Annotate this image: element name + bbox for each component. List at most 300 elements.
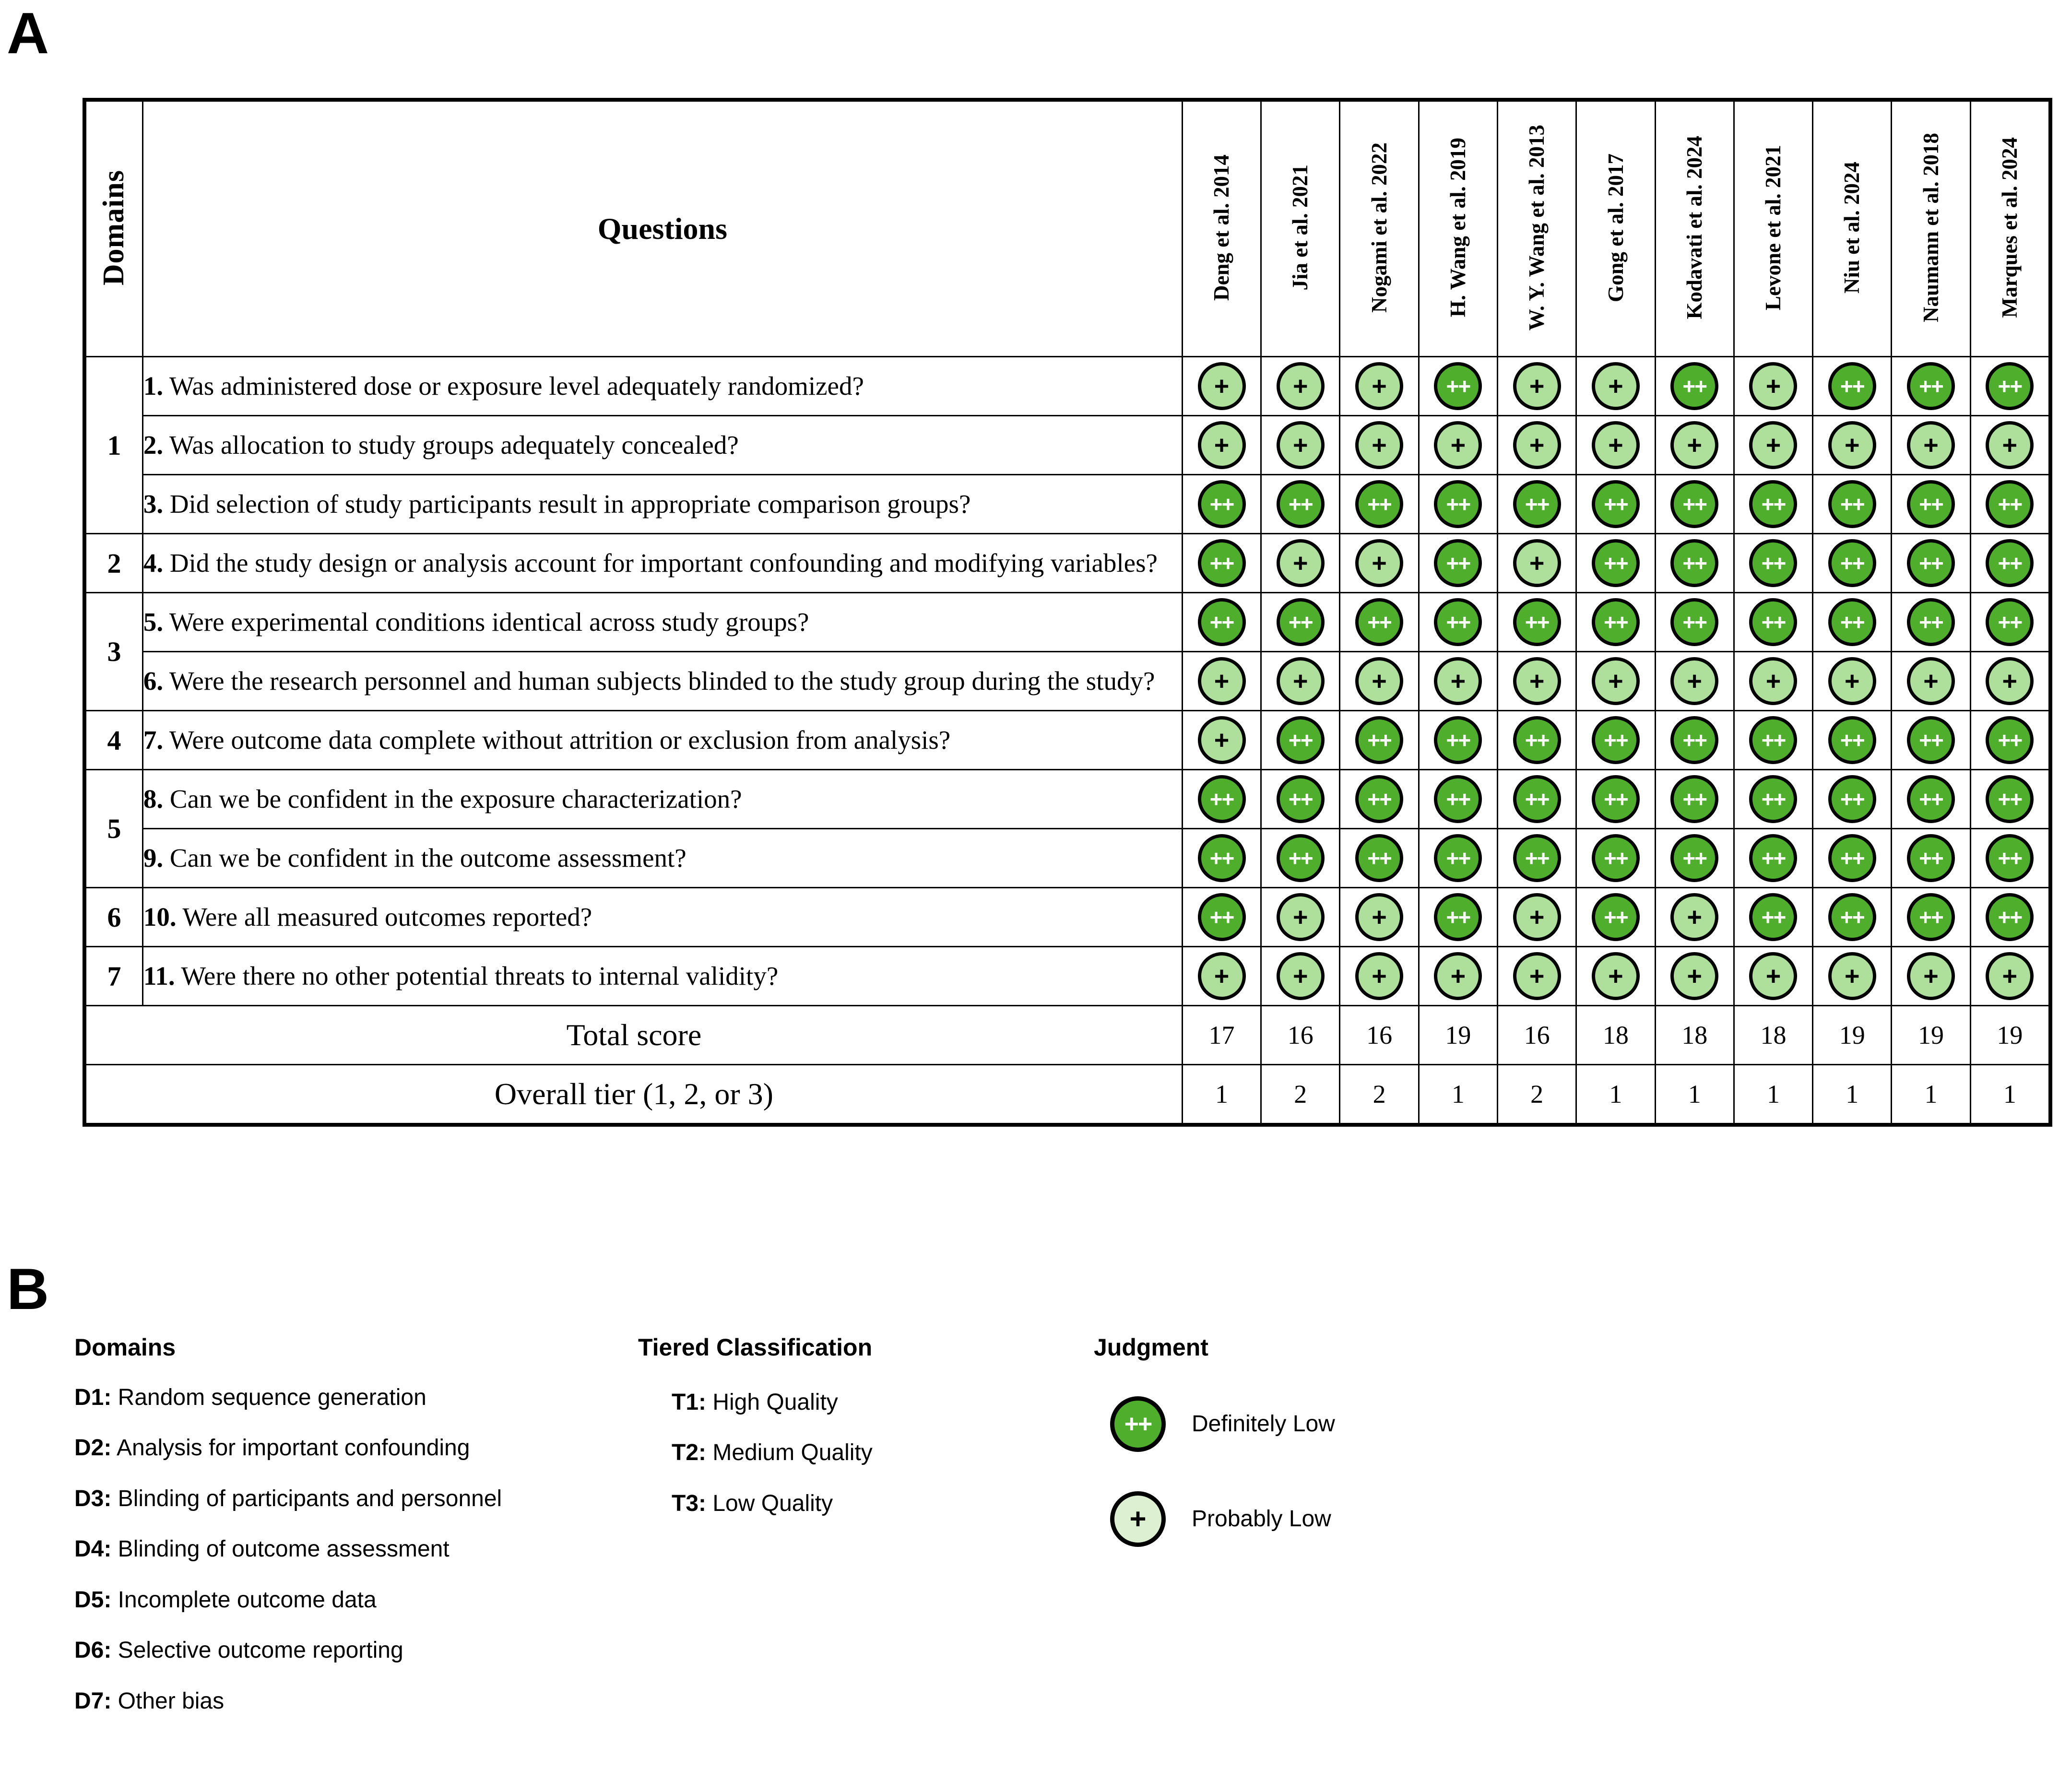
judgment-probably-low-icon: + bbox=[1355, 362, 1403, 410]
question-cell-5 bbox=[142, 593, 1182, 652]
judgment-cell-q4-s6 bbox=[1576, 534, 1655, 593]
judgment-cell-q4-s11 bbox=[1970, 534, 2049, 593]
judgment-cell-q5-s6 bbox=[1576, 593, 1655, 652]
judgment-cell-q2-s10 bbox=[1892, 416, 1970, 475]
legend-domain-item-text: Other bias bbox=[111, 1688, 225, 1714]
judgment-definitely-low-icon: ++ bbox=[1198, 775, 1246, 823]
judgment-cell-q11-s2 bbox=[1261, 947, 1340, 1006]
judgment-probably-low-icon: + bbox=[1986, 952, 2034, 1000]
judgment-probably-low-icon: + bbox=[1355, 421, 1403, 469]
header-study-2 bbox=[1261, 101, 1340, 357]
judgment-cell-q3-s7 bbox=[1655, 475, 1734, 534]
judgment-cell-q1-s11 bbox=[1970, 357, 2049, 416]
judgment-definitely-low-icon: ++ bbox=[1986, 775, 2034, 823]
judgment-probably-low-icon: + bbox=[1749, 421, 1797, 469]
total-score-value-s4: 19 bbox=[1419, 1006, 1497, 1065]
judgment-cell-q7-s1 bbox=[1182, 711, 1261, 770]
judgment-cell-q9-s5 bbox=[1497, 829, 1576, 888]
overall-tier-value-s9: 1 bbox=[1813, 1065, 1892, 1124]
overall-tier-value-s1: 1 bbox=[1182, 1065, 1261, 1124]
overall-tier-value-s10: 1 bbox=[1892, 1065, 1970, 1124]
question-text: Was allocation to study groups adequately concealed? bbox=[163, 430, 739, 460]
judgment-cell-q9-s3 bbox=[1340, 829, 1419, 888]
judgment-definitely-low-icon: ++ bbox=[1592, 775, 1640, 823]
total-score-value-s5: 16 bbox=[1497, 1006, 1576, 1065]
judgment-cell-q1-s9 bbox=[1813, 357, 1892, 416]
legend-domain-item-4 bbox=[74, 1535, 626, 1563]
total-score-row bbox=[86, 1006, 2049, 1065]
judgment-cell-q9-s9 bbox=[1813, 829, 1892, 888]
judgment-cell-q11-s8 bbox=[1734, 947, 1812, 1006]
legend-tiers-list bbox=[638, 1389, 1060, 1518]
judgment-cell-q1-s2 bbox=[1261, 357, 1340, 416]
legend-domain-item-text: Incomplete outcome data bbox=[111, 1587, 377, 1613]
table-row bbox=[86, 534, 2049, 593]
legend-judgment-list bbox=[1094, 1396, 1526, 1547]
legend-tier-item-3 bbox=[672, 1490, 1060, 1518]
judgment-cell-q2-s1 bbox=[1182, 416, 1261, 475]
header-study-7 bbox=[1655, 101, 1734, 357]
question-text: Were outcome data complete without attrition or exclusion from analysis? bbox=[163, 725, 951, 755]
legend-tier-item-text: High Quality bbox=[706, 1389, 838, 1415]
judgment-definitely-low-icon: ++ bbox=[1907, 834, 1955, 882]
table-header bbox=[86, 101, 2049, 357]
header-study-label: Gong et al. 2017 bbox=[1603, 153, 1628, 302]
question-text: Was administered dose or exposure level adequately randomized? bbox=[163, 371, 864, 401]
judgment-probably-low-icon: + bbox=[1513, 893, 1561, 941]
judgment-definitely-low-icon: ++ bbox=[1434, 480, 1482, 528]
overall-tier-label: Overall tier (1, 2, or 3) bbox=[86, 1065, 1183, 1124]
judgment-probably-low-icon: + bbox=[1277, 421, 1325, 469]
table-header-row bbox=[86, 101, 2049, 357]
question-number: 4. bbox=[143, 548, 164, 578]
table-row bbox=[86, 593, 2049, 652]
judgment-cell-q3-s8 bbox=[1734, 475, 1812, 534]
judgment-cell-q3-s6 bbox=[1576, 475, 1655, 534]
judgment-cell-q9-s11 bbox=[1970, 829, 2049, 888]
judgment-cell-q7-s9 bbox=[1813, 711, 1892, 770]
judgment-cell-q11-s3 bbox=[1340, 947, 1419, 1006]
legend-domain-item-3 bbox=[74, 1485, 626, 1513]
total-score-value-s1: 17 bbox=[1182, 1006, 1261, 1065]
legend-domain-item-6 bbox=[74, 1637, 626, 1664]
judgment-cell-q8-s11 bbox=[1970, 770, 2049, 829]
question-number: 6. bbox=[143, 666, 164, 696]
judgment-cell-q8-s10 bbox=[1892, 770, 1970, 829]
judgment-probably-low-icon: + bbox=[1749, 362, 1797, 410]
legend-domain-item-text: Random sequence generation bbox=[111, 1384, 426, 1410]
judgment-definitely-low-icon: ++ bbox=[1670, 539, 1718, 587]
judgment-probably-low-icon: + bbox=[1198, 952, 1246, 1000]
judgment-cell-q1-s7 bbox=[1655, 357, 1734, 416]
legend-panel bbox=[0, 1333, 2071, 1789]
judgment-cell-q2-s7 bbox=[1655, 416, 1734, 475]
overall-tier-value-s5: 2 bbox=[1497, 1065, 1576, 1124]
judgment-cell-q4-s10 bbox=[1892, 534, 1970, 593]
judgment-probably-low-icon: + bbox=[1355, 893, 1403, 941]
header-study-3 bbox=[1340, 101, 1419, 357]
question-text: Were all measured outcomes reported? bbox=[176, 902, 592, 932]
judgment-definitely-low-icon: ++ bbox=[1513, 716, 1561, 764]
legend-judgment-title: Judgment bbox=[1094, 1334, 1208, 1361]
judgment-definitely-low-icon: ++ bbox=[1828, 362, 1876, 410]
judgment-cell-q11-s10 bbox=[1892, 947, 1970, 1006]
total-score-value-s6: 18 bbox=[1576, 1006, 1655, 1065]
judgment-definitely-low-icon: ++ bbox=[1986, 598, 2034, 646]
judgment-cell-q11-s9 bbox=[1813, 947, 1892, 1006]
judgment-probably-low-icon: + bbox=[1828, 952, 1876, 1000]
legend-domain-item-key: D5: bbox=[74, 1587, 112, 1613]
judgment-definitely-low-icon: ++ bbox=[1355, 834, 1403, 882]
total-score-value-s2: 16 bbox=[1261, 1006, 1340, 1065]
judgment-cell-q10-s11 bbox=[1970, 888, 2049, 947]
header-study-9 bbox=[1813, 101, 1892, 357]
question-cell-11 bbox=[142, 947, 1182, 1006]
judgment-definitely-low-icon: ++ bbox=[1749, 716, 1797, 764]
header-study-8 bbox=[1734, 101, 1812, 357]
judgment-definitely-low-icon: ++ bbox=[1670, 480, 1718, 528]
judgment-cell-q10-s9 bbox=[1813, 888, 1892, 947]
question-cell-4 bbox=[142, 534, 1182, 593]
question-text: Did the study design or analysis account for important confounding and modifying variables? bbox=[163, 548, 1158, 578]
header-study-label: Marques et al. 2024 bbox=[1997, 137, 2022, 318]
question-cell-6 bbox=[142, 652, 1182, 711]
judgment-cell-q9-s10 bbox=[1892, 829, 1970, 888]
judgment-cell-q2-s2 bbox=[1261, 416, 1340, 475]
judgment-cell-q4-s5 bbox=[1497, 534, 1576, 593]
question-number: 5. bbox=[143, 607, 164, 637]
question-number: 2. bbox=[143, 430, 164, 460]
judgment-cell-q6-s11 bbox=[1970, 652, 2049, 711]
judgment-probably-low-icon: + bbox=[1277, 362, 1325, 410]
judgment-probably-low-icon: + bbox=[1670, 952, 1718, 1000]
legend-tier-item-key: T3: bbox=[672, 1490, 706, 1516]
judgment-cell-q7-s5 bbox=[1497, 711, 1576, 770]
judgment-definitely-low-icon: ++ bbox=[1355, 598, 1403, 646]
judgment-cell-q10-s3 bbox=[1340, 888, 1419, 947]
judgment-cell-q5-s4 bbox=[1419, 593, 1497, 652]
table-row bbox=[86, 475, 2049, 534]
judgment-definitely-low-icon: ++ bbox=[1513, 834, 1561, 882]
judgment-probably-low-icon: + bbox=[1749, 952, 1797, 1000]
judgment-cell-q1-s1 bbox=[1182, 357, 1261, 416]
judgment-probably-low-icon: + bbox=[1592, 421, 1640, 469]
question-cell-2 bbox=[142, 416, 1182, 475]
header-study-11 bbox=[1970, 101, 2049, 357]
legend-domain-item-text: Blinding of participants and personnel bbox=[111, 1485, 502, 1511]
judgment-probably-low-icon: + bbox=[1749, 657, 1797, 705]
header-domains-label: Domains bbox=[97, 169, 130, 286]
judgment-cell-q3-s2 bbox=[1261, 475, 1340, 534]
judgment-cell-q9-s8 bbox=[1734, 829, 1812, 888]
judgment-definitely-low-icon: ++ bbox=[1198, 539, 1246, 587]
judgment-cell-q10-s4 bbox=[1419, 888, 1497, 947]
overall-tier-value-s2: 2 bbox=[1261, 1065, 1340, 1124]
legend-tier-item-1 bbox=[672, 1389, 1060, 1416]
judgment-cell-q5-s10 bbox=[1892, 593, 1970, 652]
judgment-cell-q3-s9 bbox=[1813, 475, 1892, 534]
judgment-definitely-low-icon: ++ bbox=[1592, 716, 1640, 764]
judgment-cell-q9-s6 bbox=[1576, 829, 1655, 888]
question-text: Were there no other potential threats to internal validity? bbox=[175, 961, 779, 991]
overall-tier-value-s3: 2 bbox=[1340, 1065, 1419, 1124]
judgment-cell-q7-s8 bbox=[1734, 711, 1812, 770]
domain-number-3: 3 bbox=[86, 593, 143, 711]
judgment-definitely-low-icon: ++ bbox=[1277, 716, 1325, 764]
judgment-cell-q10-s5 bbox=[1497, 888, 1576, 947]
table-row bbox=[86, 711, 2049, 770]
table-row bbox=[86, 652, 2049, 711]
judgment-cell-q4-s9 bbox=[1813, 534, 1892, 593]
judgment-probably-low-icon: + bbox=[1198, 421, 1246, 469]
judgment-probably-low-icon: + bbox=[1592, 952, 1640, 1000]
judgment-cell-q10-s10 bbox=[1892, 888, 1970, 947]
judgment-probably-low-icon: + bbox=[1277, 952, 1325, 1000]
legend-domains-title: Domains bbox=[74, 1334, 176, 1361]
judgment-probably-low-icon: + bbox=[1434, 952, 1482, 1000]
judgment-cell-q5-s2 bbox=[1261, 593, 1340, 652]
judgment-cell-q3-s4 bbox=[1419, 475, 1497, 534]
judgment-probably-low-icon: + bbox=[1110, 1491, 1166, 1547]
legend-domain-item-key: D6: bbox=[74, 1638, 112, 1663]
judgment-cell-q6-s8 bbox=[1734, 652, 1812, 711]
legend-domain-item-text: Analysis for important confounding bbox=[111, 1435, 470, 1461]
judgment-definitely-low-icon: ++ bbox=[1986, 716, 2034, 764]
legend-domains bbox=[74, 1333, 626, 1738]
judgment-cell-q11-s4 bbox=[1419, 947, 1497, 1006]
judgment-definitely-low-icon: ++ bbox=[1907, 480, 1955, 528]
judgment-cell-q9-s4 bbox=[1419, 829, 1497, 888]
question-cell-1 bbox=[142, 357, 1182, 416]
judgment-cell-q8-s4 bbox=[1419, 770, 1497, 829]
overall-tier-value-s8: 1 bbox=[1734, 1065, 1812, 1124]
judgment-cell-q1-s4 bbox=[1419, 357, 1497, 416]
judgment-probably-low-icon: + bbox=[1670, 893, 1718, 941]
legend-domain-item-text: Selective outcome reporting bbox=[111, 1638, 403, 1663]
judgment-definitely-low-icon: ++ bbox=[1198, 834, 1246, 882]
judgment-definitely-low-icon: ++ bbox=[1434, 775, 1482, 823]
judgment-definitely-low-icon: ++ bbox=[1907, 775, 1955, 823]
table-row bbox=[86, 829, 2049, 888]
judgment-cell-q5-s8 bbox=[1734, 593, 1812, 652]
legend-domain-item-key: D3: bbox=[74, 1485, 112, 1511]
header-study-label: Niu et al. 2024 bbox=[1840, 162, 1864, 294]
judgment-cell-q5-s7 bbox=[1655, 593, 1734, 652]
judgment-cell-q1-s6 bbox=[1576, 357, 1655, 416]
legend-judgment-item-2 bbox=[1094, 1491, 1526, 1547]
judgment-definitely-low-icon: ++ bbox=[1828, 598, 1876, 646]
judgment-probably-low-icon: + bbox=[1355, 539, 1403, 587]
question-cell-8 bbox=[142, 770, 1182, 829]
question-number: 9. bbox=[143, 843, 164, 873]
judgment-definitely-low-icon: ++ bbox=[1986, 480, 2034, 528]
table-row bbox=[86, 770, 2049, 829]
judgment-probably-low-icon: + bbox=[1277, 657, 1325, 705]
panel-b-label: B bbox=[7, 1256, 49, 1321]
judgment-cell-q7-s11 bbox=[1970, 711, 2049, 770]
judgment-cell-q5-s5 bbox=[1497, 593, 1576, 652]
judgment-definitely-low-icon: ++ bbox=[1670, 716, 1718, 764]
question-number: 1. bbox=[143, 371, 164, 401]
header-study-5 bbox=[1497, 101, 1576, 357]
table-row bbox=[86, 416, 2049, 475]
legend-domain-item-text: Blinding of outcome assessment bbox=[111, 1536, 450, 1562]
judgment-definitely-low-icon: ++ bbox=[1434, 716, 1482, 764]
judgment-cell-q10-s1 bbox=[1182, 888, 1261, 947]
judgment-probably-low-icon: + bbox=[1670, 657, 1718, 705]
judgment-cell-q10-s8 bbox=[1734, 888, 1812, 947]
judgment-probably-low-icon: + bbox=[1828, 421, 1876, 469]
judgment-probably-low-icon: + bbox=[1277, 539, 1325, 587]
judgment-definitely-low-icon: ++ bbox=[1828, 893, 1876, 941]
question-text: Were the research personnel and human subjects blinded to the study group during the study? bbox=[163, 666, 1155, 696]
legend-domains-list bbox=[74, 1384, 626, 1715]
legend-judgment-item-label: Probably Low bbox=[1192, 1506, 1331, 1532]
header-study-label: Nogami et al. 2022 bbox=[1367, 142, 1391, 313]
header-questions bbox=[142, 101, 1182, 357]
judgment-definitely-low-icon: ++ bbox=[1277, 480, 1325, 528]
header-study-4 bbox=[1419, 101, 1497, 357]
header-study-6 bbox=[1576, 101, 1655, 357]
judgment-cell-q11-s11 bbox=[1970, 947, 2049, 1006]
judgment-cell-q7-s2 bbox=[1261, 711, 1340, 770]
table-row bbox=[86, 888, 2049, 947]
legend-tier-item-text: Medium Quality bbox=[706, 1440, 873, 1466]
judgment-probably-low-icon: + bbox=[1986, 657, 2034, 705]
legend-judgment-item-label: Definitely Low bbox=[1192, 1411, 1335, 1437]
judgment-definitely-low-icon: ++ bbox=[1198, 598, 1246, 646]
judgment-cell-q8-s6 bbox=[1576, 770, 1655, 829]
question-number: 3. bbox=[143, 489, 164, 519]
judgment-cell-q9-s2 bbox=[1261, 829, 1340, 888]
legend-tier-item-text: Low Quality bbox=[706, 1490, 833, 1516]
judgment-definitely-low-icon: ++ bbox=[1198, 893, 1246, 941]
judgment-cell-q6-s3 bbox=[1340, 652, 1419, 711]
domain-number-2: 2 bbox=[86, 534, 143, 593]
judgment-definitely-low-icon: ++ bbox=[1592, 893, 1640, 941]
judgment-cell-q8-s3 bbox=[1340, 770, 1419, 829]
judgment-cell-q2-s11 bbox=[1970, 416, 2049, 475]
judgment-cell-q5-s1 bbox=[1182, 593, 1261, 652]
judgment-probably-low-icon: + bbox=[1198, 362, 1246, 410]
judgment-cell-q10-s6 bbox=[1576, 888, 1655, 947]
header-study-10 bbox=[1892, 101, 1970, 357]
judgment-probably-low-icon: + bbox=[1513, 952, 1561, 1000]
legend-domain-item-key: D2: bbox=[74, 1435, 112, 1461]
judgment-cell-q6-s1 bbox=[1182, 652, 1261, 711]
judgment-definitely-low-icon: ++ bbox=[1277, 598, 1325, 646]
judgment-cell-q6-s2 bbox=[1261, 652, 1340, 711]
judgment-definitely-low-icon: ++ bbox=[1749, 893, 1797, 941]
table-body bbox=[86, 357, 2049, 1124]
table-row bbox=[86, 947, 2049, 1006]
judgment-definitely-low-icon: ++ bbox=[1986, 893, 2034, 941]
judgment-cell-q1-s5 bbox=[1497, 357, 1576, 416]
question-number: 7. bbox=[143, 725, 164, 755]
judgment-definitely-low-icon: ++ bbox=[1749, 834, 1797, 882]
judgment-cell-q6-s9 bbox=[1813, 652, 1892, 711]
judgment-definitely-low-icon: ++ bbox=[1749, 775, 1797, 823]
judgment-probably-low-icon: + bbox=[1277, 893, 1325, 941]
header-study-label: W. Y. Wang et al. 2013 bbox=[1525, 124, 1549, 331]
judgment-cell-q3-s11 bbox=[1970, 475, 2049, 534]
judgment-definitely-low-icon: ++ bbox=[1828, 775, 1876, 823]
judgment-cell-q4-s7 bbox=[1655, 534, 1734, 593]
judgment-cell-q2-s3 bbox=[1340, 416, 1419, 475]
judgment-cell-q6-s4 bbox=[1419, 652, 1497, 711]
judgment-definitely-low-icon: ++ bbox=[1986, 539, 2034, 587]
judgment-definitely-low-icon: ++ bbox=[1749, 598, 1797, 646]
risk-of-bias-table-panel bbox=[83, 98, 2052, 1127]
judgment-definitely-low-icon: ++ bbox=[1513, 775, 1561, 823]
judgment-definitely-low-icon: ++ bbox=[1434, 362, 1482, 410]
legend-judgment bbox=[1094, 1333, 1526, 1586]
judgment-cell-q4-s2 bbox=[1261, 534, 1340, 593]
legend-judgment-item-1 bbox=[1094, 1396, 1526, 1452]
overall-tier-value-s4: 1 bbox=[1419, 1065, 1497, 1124]
judgment-definitely-low-icon: ++ bbox=[1434, 834, 1482, 882]
question-cell-7 bbox=[142, 711, 1182, 770]
header-questions-label: Questions bbox=[597, 212, 728, 246]
domain-number-1: 1 bbox=[86, 357, 143, 534]
question-number: 10. bbox=[143, 902, 177, 932]
judgment-definitely-low-icon: ++ bbox=[1110, 1396, 1166, 1452]
judgment-cell-q3-s3 bbox=[1340, 475, 1419, 534]
judgment-definitely-low-icon: ++ bbox=[1592, 598, 1640, 646]
header-study-label: H. Wang et al. 2019 bbox=[1445, 138, 1470, 318]
judgment-definitely-low-icon: ++ bbox=[1434, 893, 1482, 941]
legend-domain-item-5 bbox=[74, 1586, 626, 1614]
overall-tier-value-s7: 1 bbox=[1655, 1065, 1734, 1124]
legend-tier-item-key: T2: bbox=[672, 1440, 706, 1466]
judgment-cell-q11-s7 bbox=[1655, 947, 1734, 1006]
question-text: Were experimental conditions identical across study groups? bbox=[163, 607, 809, 637]
judgment-cell-q5-s11 bbox=[1970, 593, 2049, 652]
judgment-definitely-low-icon: ++ bbox=[1828, 834, 1876, 882]
judgment-cell-q7-s6 bbox=[1576, 711, 1655, 770]
judgment-cell-q2-s6 bbox=[1576, 416, 1655, 475]
question-number: 11. bbox=[143, 961, 175, 991]
judgment-definitely-low-icon: ++ bbox=[1828, 539, 1876, 587]
question-cell-9 bbox=[142, 829, 1182, 888]
judgment-cell-q10-s7 bbox=[1655, 888, 1734, 947]
judgment-cell-q3-s5 bbox=[1497, 475, 1576, 534]
judgment-definitely-low-icon: ++ bbox=[1434, 598, 1482, 646]
judgment-probably-low-icon: + bbox=[1513, 657, 1561, 705]
total-score-value-s8: 18 bbox=[1734, 1006, 1812, 1065]
judgment-cell-q3-s1 bbox=[1182, 475, 1261, 534]
overall-tier-value-s11: 1 bbox=[1970, 1065, 2049, 1124]
judgment-probably-low-icon: + bbox=[1513, 421, 1561, 469]
judgment-cell-q4-s8 bbox=[1734, 534, 1812, 593]
judgment-definitely-low-icon: ++ bbox=[1986, 362, 2034, 410]
judgment-probably-low-icon: + bbox=[1670, 421, 1718, 469]
total-score-value-s9: 19 bbox=[1813, 1006, 1892, 1065]
judgment-definitely-low-icon: ++ bbox=[1907, 362, 1955, 410]
judgment-cell-q1-s10 bbox=[1892, 357, 1970, 416]
judgment-definitely-low-icon: ++ bbox=[1907, 893, 1955, 941]
judgment-cell-q7-s3 bbox=[1340, 711, 1419, 770]
domain-number-7: 7 bbox=[86, 947, 143, 1006]
judgment-probably-low-icon: + bbox=[1434, 421, 1482, 469]
judgment-cell-q6-s7 bbox=[1655, 652, 1734, 711]
judgment-probably-low-icon: + bbox=[1355, 657, 1403, 705]
judgment-probably-low-icon: + bbox=[1513, 539, 1561, 587]
judgment-definitely-low-icon: ++ bbox=[1670, 362, 1718, 410]
judgment-probably-low-icon: + bbox=[1198, 716, 1246, 764]
judgment-cell-q6-s6 bbox=[1576, 652, 1655, 711]
judgment-cell-q1-s3 bbox=[1340, 357, 1419, 416]
